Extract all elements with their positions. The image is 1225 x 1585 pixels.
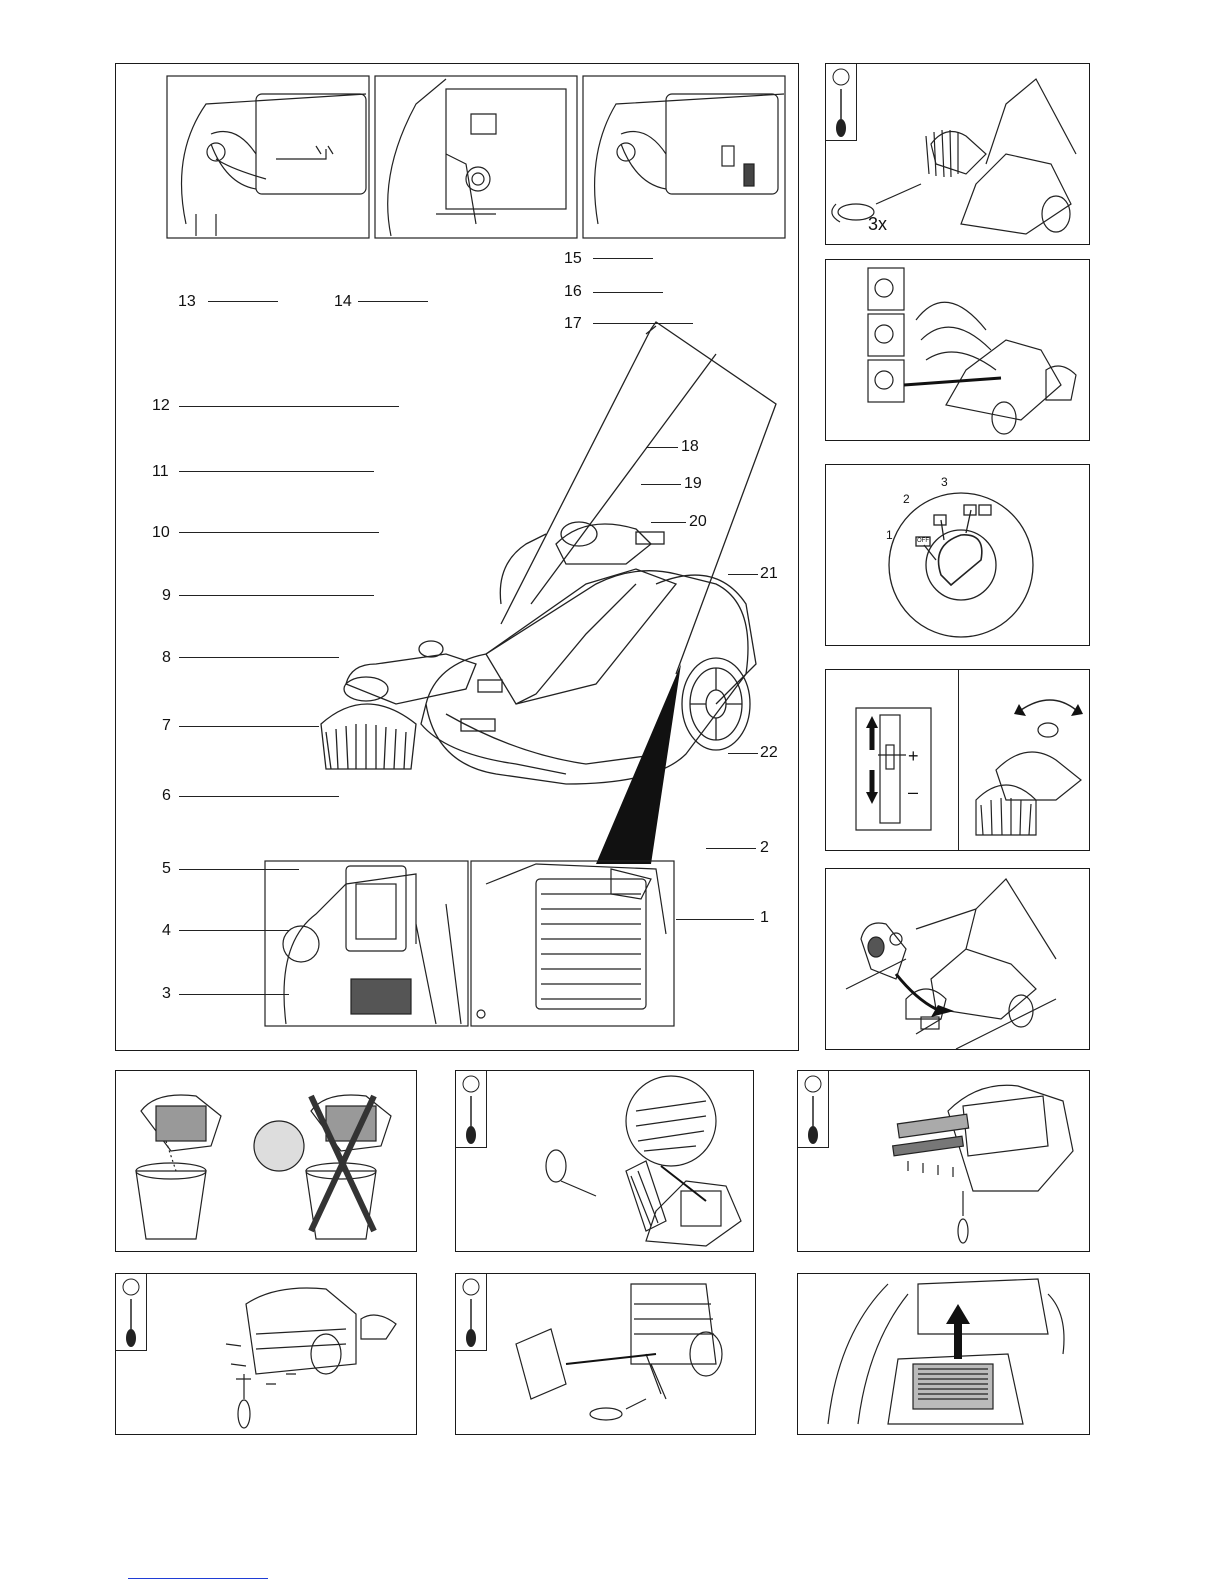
- arrow-up-icon-filter: [946, 1304, 970, 1324]
- switch-position-3: 3: [941, 475, 948, 489]
- callout-2: 2: [760, 839, 769, 856]
- rear-screws-illustration: [116, 1274, 417, 1435]
- callout-5: 5: [162, 860, 171, 877]
- brush-height-panel: [825, 669, 1090, 851]
- callout-16: 16: [564, 283, 582, 300]
- callout-18: 18: [681, 438, 699, 455]
- callout-1: 1: [760, 909, 769, 926]
- callout-8: 8: [162, 649, 171, 666]
- roller-brush-removal-panel: [455, 1070, 754, 1252]
- brush-height-illustration: [826, 670, 1090, 851]
- sealing-strip-illustration: [798, 1071, 1090, 1252]
- filter-cover-illustration: [826, 869, 1090, 1050]
- callout-19: 19: [684, 475, 702, 492]
- callout-4: 4: [162, 922, 171, 939]
- side-brush-removal-panel: [825, 63, 1090, 245]
- main-overview-panel: [115, 63, 799, 1051]
- filter-cover-panel: [825, 868, 1090, 1050]
- callout-20: 20: [689, 513, 707, 530]
- height-minus-label: –: [908, 782, 919, 802]
- filter-removal-illustration: [798, 1274, 1090, 1435]
- roller-brush-illustration: [456, 1071, 754, 1252]
- rear-screws-panel: [115, 1273, 417, 1435]
- switch-position-2: 2: [903, 492, 910, 506]
- callout-7: 7: [162, 717, 171, 734]
- height-plus-label: +: [908, 746, 919, 766]
- callout-3: 3: [162, 985, 171, 1002]
- callout-14: 14: [334, 293, 352, 310]
- turns-label: 3x: [868, 214, 888, 234]
- arrow-up-icon: [866, 716, 878, 728]
- off-label: OFF: [917, 538, 929, 544]
- filter-removal-panel: [797, 1273, 1090, 1435]
- callout-21: 21: [760, 565, 778, 582]
- switch-positions-panel: [825, 464, 1090, 646]
- handle-positions-panel: [825, 259, 1090, 441]
- main-illustration: [116, 64, 799, 1051]
- callout-15: 15: [564, 250, 582, 267]
- side-brush-removal-illustration: [826, 64, 1090, 245]
- callout-17: 17: [564, 315, 582, 332]
- side-strip-panel: [455, 1273, 756, 1435]
- footer-link-line: [128, 1578, 268, 1579]
- callout-22: 22: [760, 744, 778, 761]
- switch-illustration: [826, 465, 1090, 646]
- callout-13: 13: [178, 293, 196, 310]
- empty-container-illustration: [116, 1071, 417, 1252]
- side-strip-illustration: [456, 1274, 756, 1435]
- callout-9: 9: [162, 587, 171, 604]
- callout-10: 10: [152, 524, 170, 541]
- empty-container-panel: [115, 1070, 417, 1252]
- callout-11: 11: [152, 463, 169, 480]
- sealing-strip-panel: [797, 1070, 1090, 1252]
- handle-positions-illustration: [826, 260, 1090, 441]
- callout-6: 6: [162, 787, 171, 804]
- arrow-down-icon: [866, 792, 878, 804]
- callout-12: 12: [152, 397, 170, 414]
- switch-position-1: 1: [886, 528, 893, 542]
